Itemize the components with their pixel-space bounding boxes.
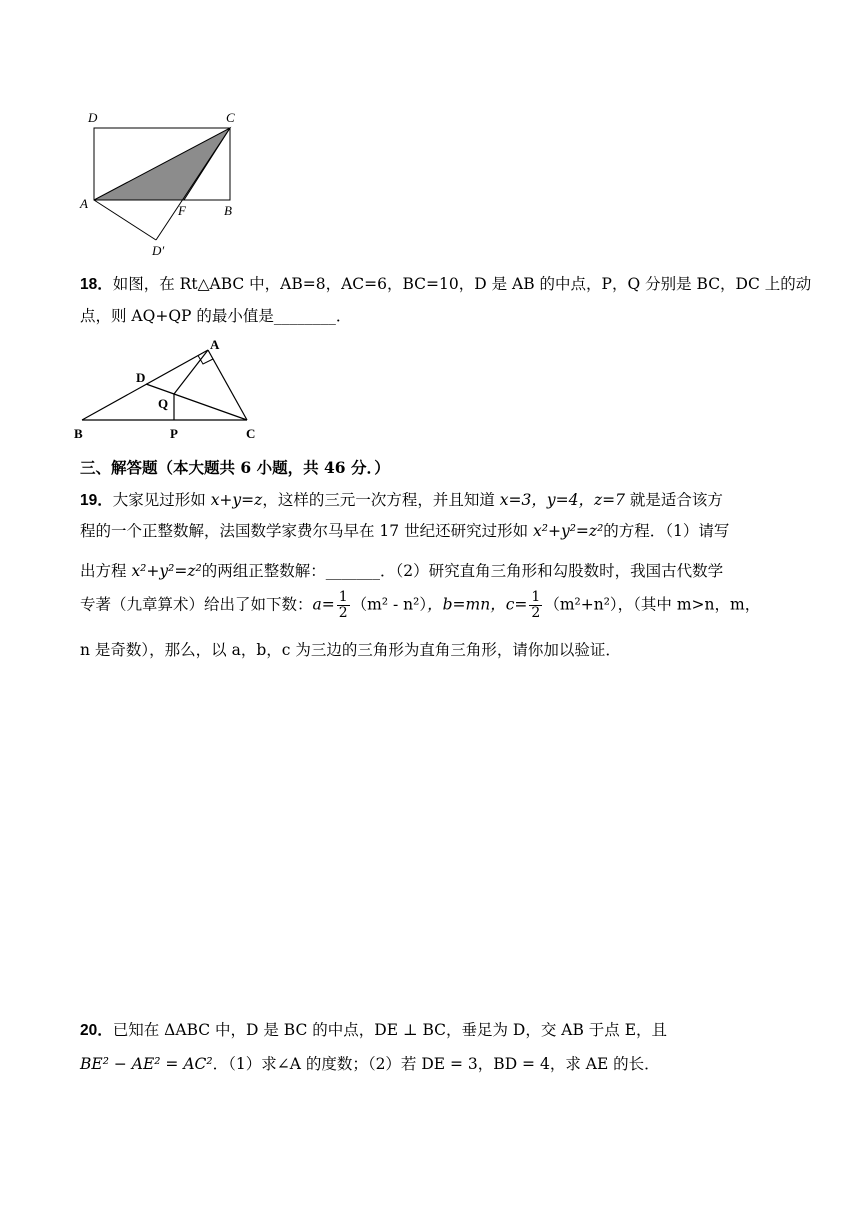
- q19-line-2: [80, 519, 729, 541]
- q19-line-1: [80, 488, 723, 510]
- q19-text: 出方程: [80, 562, 132, 580]
- q19-text: ．（2）研究直角三角形和勾股数时，我国古代数学: [379, 562, 724, 580]
- segment-ad-prime: [94, 200, 156, 240]
- label-q: Q: [158, 396, 169, 411]
- q18-number: 18．: [80, 276, 113, 293]
- label-p: P: [170, 426, 178, 441]
- q20-equation: BE² − AE² = AC²: [80, 1055, 213, 1073]
- q18-line-1: [80, 272, 811, 294]
- q18-line-2: [80, 304, 351, 326]
- right-angle-mark: [198, 356, 213, 365]
- q19-expression: （m²+n²）: [544, 595, 618, 614]
- q19-line-5: n 是奇数），那么，以 a，b，c 为三边的三角形为直角三角形，请你加以验证．: [80, 641, 621, 659]
- section-3-heading: 三、解答题（本大题共 6 小题，共 46 分．）: [80, 458, 390, 477]
- label-c: C: [246, 426, 256, 441]
- q19-text: 的两组正整数解：: [201, 562, 326, 580]
- q20-line-1: [80, 1018, 667, 1040]
- q18-text-1: 如图，在 Rt△ABC 中，AB=8，AC=6，BC=10，D 是 AB 的中点，P，Q 分别是 BC，DC 上的动: [112, 275, 812, 293]
- q18-text-3: ．: [335, 307, 352, 325]
- q19-text: 的方程．（1）请写: [603, 522, 730, 540]
- label-a: A: [80, 196, 88, 211]
- side-ac: [208, 350, 247, 420]
- q20-text: ．（1）求∠A 的度数；（2）若 DE = 3，BD = 4，求 AE 的长．: [212, 1055, 660, 1073]
- q19-solution: x=3，y=4，z=7: [499, 491, 625, 509]
- q20-number: 20．: [80, 1022, 113, 1039]
- q19-equation: x²+y²=z²: [533, 522, 604, 540]
- q19-text: 就是适合该方: [624, 491, 723, 509]
- q19-text: 专著（九章算术）给出了如下数：: [80, 595, 313, 614]
- q20-text: 已知在 ΔABC 中，D 是 BC 的中点，DE ⊥ BC，垂足为 D，交 AB 于点 E，且: [112, 1021, 668, 1039]
- label-d: D: [136, 370, 146, 385]
- side-ba: [82, 350, 208, 420]
- q19-text: ，（其中 m>n，m，: [617, 595, 761, 614]
- fraction-denominator: 2: [338, 605, 348, 621]
- label-b: B: [74, 426, 83, 441]
- fraction-denominator: 2: [531, 605, 541, 621]
- label-a: A: [210, 337, 220, 352]
- fraction-one-half: [337, 590, 350, 621]
- q20-line-2: [80, 1052, 660, 1074]
- figure-18: [70, 336, 270, 444]
- q18-answer-blank: ________: [273, 307, 336, 325]
- q18-text-2: 点，则 AQ+QP 的最小值是: [80, 307, 274, 325]
- q19-answer-blank: _______: [325, 562, 380, 580]
- label-f: F: [178, 203, 186, 218]
- q19-var-a: a=: [312, 595, 335, 614]
- label-b: B: [224, 203, 232, 218]
- q19-var-bc: ，b=mn，c=: [427, 595, 528, 614]
- figure-17: [70, 100, 270, 260]
- fraction-numerator: 1: [338, 589, 348, 605]
- fraction-numerator: 1: [531, 589, 541, 605]
- q19-text: 大家见过形如: [112, 491, 211, 509]
- q19-expression: （m² - n²）: [351, 595, 428, 614]
- q19-equation: x+y=z: [210, 491, 263, 509]
- segment-aq: [174, 350, 208, 394]
- q19-equation: x²+y²=z²: [131, 562, 202, 580]
- q19-line-4: [80, 590, 760, 621]
- label-c: C: [226, 110, 235, 125]
- q19-text: ，这样的三元一次方程，并且知道: [262, 491, 500, 509]
- fraction-one-half: [529, 590, 542, 621]
- label-d: D: [88, 110, 98, 125]
- label-d-prime: D′: [152, 243, 165, 258]
- q19-line-3: [80, 559, 723, 581]
- q19-text: 程的一个正整数解，法国数学家费尔马早在 17 世纪还研究过形如: [80, 522, 534, 540]
- q19-number: 19．: [80, 492, 113, 509]
- shaded-triangle-acf: [94, 128, 230, 200]
